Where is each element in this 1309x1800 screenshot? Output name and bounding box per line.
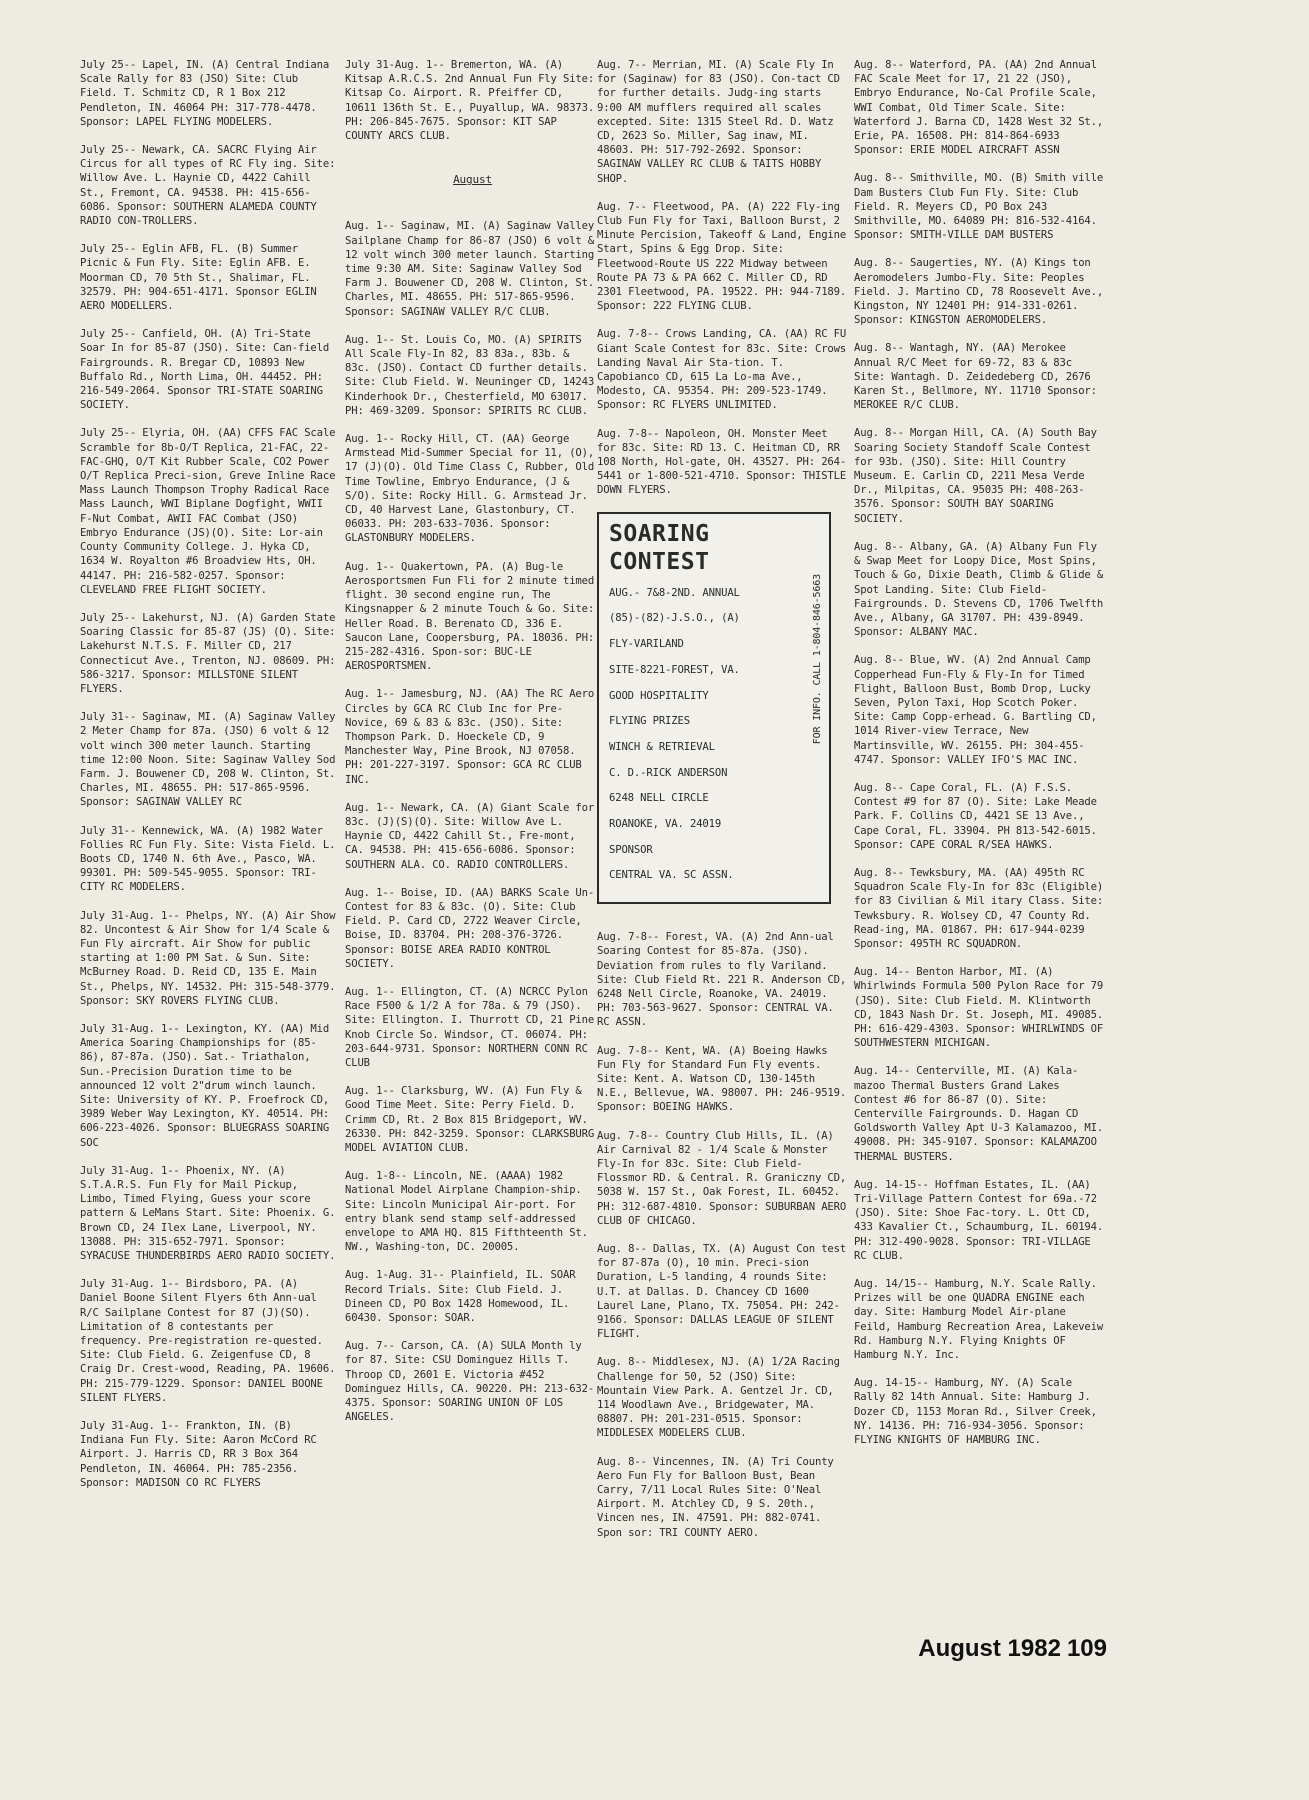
event-listing: Aug. 1-- Boise, ID. (AA) BARKS Scale Un-Contest for 83 & 83c. (O). Site: Club Field. P. Card CD, 2722 Weaver Circle, Boise, ID. 83704. PH: 208-376-3726. Sponsor: BOISE AREA RADIO KONTROL SOCIETY. (345, 886, 595, 970)
event-listing: Aug. 8-- Cape Coral, FL. (A) F.S.S. Contest #9 for 87 (O). Site: Lake Meade Park. F. Collins CD, 4421 SE 13 Ave., Cape Coral, FL. 33904. PH 813-542-6015. Sponsor: CAPE CORAL R/SEA HAWKS. (854, 781, 1097, 851)
event-listing: July 25-- Eglin AFB, FL. (B) Summer Picnic & Fun Fly. Site: Eglin AFB. E. Moorman CD, 70 5th St., Shalimar, FL. 32579. PH: 904-651-4171. Sponsor EGLIN AERO MODELLERS. (80, 243, 317, 313)
event-listing: Aug. 8-- Vincennes, IN. (A) Tri County Aero Fun Fly for Balloon Bust, Bean Carry, 7/11 Local Rules Site: O'Neal Airport. M. Atchley CD, 9 S. 20th., Vincen nes, IN. 47591. PH: 882-0741. Spon sor: TRI COUNTY AERO. (597, 1455, 834, 1539)
ad-line: WINCH & RETRIEVAL (609, 740, 715, 753)
ad-side-text: FOR INFO. CALL 1-804-846-5663 (811, 573, 823, 744)
ad-line: ROANOKE, VA. 24019 (609, 818, 722, 831)
event-listing: Aug. 1-- Jamesburg, NJ. (AA) The RC Aero Circles by GCA RC Club Inc for Pre-Novice, 69 & 83 & 83c. (JSO). Site: Thompson Park. D. Hoeckele CD, 9 Manchester Way, Pine Brook, NJ 07058. PH: 201-227-3197. Sponsor: GCA RC CLUB INC. (345, 688, 595, 786)
event-listing: July 31-- Saginaw, MI. (A) Saginaw Valley 2 Meter Champ for 87a. (JSO) 6 volt & 12 volt winch 300 meter launch. Starting time 12:00 Noon. Site: Saginaw Valley Sod Farm. J. Bouwener CD, 208 W. Clinton, St. Charles, MI. 48655. PH: 517-865-9596. Sponsor: SAGINAW VALLEY RC (80, 711, 336, 809)
ad-line: CENTRAL VA. SC ASSN. (609, 869, 734, 882)
event-listing: Aug. 7-8-- Napoleon, OH. Monster Meet for 83c. Site: RD 13. C. Heitman CD, RR 108 North, Hol-gate, OH. 43527. PH: 264-5441 or 1-800-521-4710. Sponsor: THISTLE DOWN FLYERS. (597, 427, 847, 497)
event-listing: Aug. 8-- Waterford, PA. (AA) 2nd Annual FAC Scale Meet for 17, 21 22 (JSO), Embryo Endurance, No-Cal Profile Scale, WWI Combat, Old Timer Scale. Site: Waterford J. Barna CD, 1428 West 32 St., Erie, PA. 16508. PH: 814-864-6933 Sponsor: ERIE MODEL AIRCRAFT ASSN (854, 59, 1104, 157)
soaring-contest-ad (597, 512, 831, 904)
event-listing: Aug. 8-- Dallas, TX. (A) August Con test for 87-87a (O), 10 min. Preci-sion Duration, L-5 landing, 4 rounds Site: U.T. at Dallas. D. Chancey CD 1600 Laurel Lane, Plano, TX. 75054. PH: 242-9166. Sponsor: DALLAS LEAGUE OF SILENT FLIGHT. (597, 1242, 847, 1341)
column-3 (597, 58, 852, 1554)
event-listing: Aug. 1-- St. Louis Co, MO. (A) SPIRITS All Scale Fly-In 82, 83 83a., 83b. & 83c. (JSO). Contact CD further details. Site: Club Field. W. Neuninger CD, 14243 Kinderhook Dr., Chesterfield, MO 63017. PH: 469-3209. Sponsor: SPIRITS RC CLUB. (345, 333, 595, 417)
event-listing: July 31-Aug. 1-- Birdsboro, PA. (A) Daniel Boone Silent Flyers 6th Ann-ual R/C Sailplane Contest for 87 (J)(SO). Limitation of 8 contestants per frequency. Pre-registration re-quested. Site: Club Field. G. Zeigenfuse CD, 8 Craig Dr. Crest-wood, Reading, PA. 19606. PH: 215-779-1229. Sponsor: DANIEL BOONE SILENT FLYERS. (80, 1278, 336, 1404)
event-listing: Aug. 8-- Tewksbury, MA. (AA) 495th RC Squadron Scale Fly-In for 83c (Eligible) for 83 Civilian & Mil itary Class. Site: Tewksbury. R. Wolsey CD, 47 County Rd. Read-ing, MA. 01867. PH: 617-944-0239 Sponsor: 495TH RC SQUADRON. (854, 866, 1104, 950)
event-listing: Aug. 1-Aug. 31-- Plainfield, IL. SOAR Record Trials. Site: Club Field. J. Dineen CD, PO Box 1428 Homewood, IL. 60430. Sponsor: SOAR. (345, 1269, 576, 1325)
event-listing: Aug. 8-- Smithville, MO. (B) Smith ville Dam Busters Club Fun Fly. Site: Club Field. R. Meyers CD, PO Box 243 Smithville, MO. 64089 PH: 816-532-4164. Sponsor: SMITH-VILLE DAM BUSTERS (854, 172, 1104, 242)
issue-date: August 1982 (918, 1635, 1061, 1662)
section-heading-august: August (453, 173, 492, 187)
event-listing: Aug. 8-- Blue, WV. (A) 2nd Annual Camp Copperhead Fun-Fly & Fly-In for Timed Flight, Balloon Bust, Bomb Drop, Lucky Seven, Pylon Taxi, Hop Scotch Poker. Site: Camp Copp-erhead. G. Bartling CD, 1014 River-view Terrace, New Martinsville, WV. 26155. PH: 304-455-4747. Sponsor: VALLEY IFO'S MAC INC. (854, 654, 1097, 766)
event-listing: July 31-Aug. 1-- Bremerton, WA. (A) Kitsap A.R.C.S. 2nd Annual Fun Fly Site: Kitsap Co. Airport. R. Pfeiffer CD, 10611 136th St. E., Puyallup, WA. 98373. PH: 206-845-7675. Sponsor: KIT SAP COUNTY ARCS CLUB. (345, 59, 595, 143)
event-listing: Aug. 1-- Clarksburg, WV. (A) Fun Fly & Good Time Meet. Site: Perry Field. D. Crimm CD, Rt. 2 Box 815 Bridgeport, WV. 26330. PH: 842-3259. Sponsor: CLARKSBURG MODEL AVIATION CLUB. (345, 1085, 595, 1154)
event-listing: Aug. 1-- Quakertown, PA. (A) Bug-le Aerosportsmen Fun Fli for 2 minute timed flight. 30 second engine run, The Kingsnapper & 2 minute Touch & Go. Site: Heller Road. B. Berenato CD, 336 E. Saucon Lane, Coopersburg, PA. 18036. PH: 215-282-4316. Spon-sor: BUC-LE AEROSPORTSMEN. (345, 560, 595, 673)
ad-line: SITE-8221-FOREST, VA. (609, 663, 740, 676)
event-listing: Aug. 14-- Centerville, MI. (A) Kala-mazoo Thermal Busters Grand Lakes Contest #6 for 86-87 (O). Site: Centerville Fairgrounds. D. Hagan CD Goldsworth Valley Apt U-3 Kalamazoo, MI. 49008. PH: 345-9107. Sponsor: KALAMAZOO THERMAL BUSTERS. (854, 1065, 1104, 1163)
ad-line: 6248 NELL CIRCLE (609, 792, 709, 805)
event-listing: Aug. 1-- Rocky Hill, CT. (AA) George Armstead Mid-Summer Special for 11, (O), 17 (J)(O). Old Time Class C, Rubber, Old Time Towline, Embryo Endurance, (J & S/O). Site: Rocky Hill. G. Armstead Jr. CD, 40 Harvest Lane, Glastonbury, CT. 06033. PH: 203-633-7036. Sponsor: GLASTONBURY MODELERS. (345, 433, 595, 545)
event-listing: Aug. 8-- Middlesex, NJ. (A) 1/2A Racing Challenge for 50, 52 (JSO) Site: Mountain View Park. A. Gentzel Jr. CD, 114 Woodlawn Ave., Bridgewater, MA. 08807. PH: 201-231-0515. Sponsor: MIDDLESEX MODELERS CLUB. (597, 1356, 840, 1440)
ad-line: FLYING PRIZES (609, 715, 690, 728)
event-listing: Aug. 14-15-- Hoffman Estates, IL. (AA) Tri-Village Pattern Contest for 69a.-72 (JSO). Site: Shoe Fac-tory. L. Ott CD, 433 Kavalier Ct., Schaumburg, IL. 60194. PH: 312-490-9028. Sponsor: TRI-VILLAGE RC CLUB. (854, 1178, 1104, 1262)
event-listing: Aug. 14-15-- Hamburg, NY. (A) Scale Rally 82 14th Annual. Site: Hamburg J. Dozer CD, 1153 Moran Rd., Silver Creek, NY. 14136. PH: 716-934-3056. Sponsor: FLYING KNIGHTS OF HAMBURG INC. (854, 1377, 1097, 1447)
column-3-entries-bottom (597, 930, 852, 1540)
event-listing: July 31-Aug. 1-- Phelps, NY. (A) Air Show 82. Uncontest & Air Show for 1/4 Scale & Fun Fly aircraft. Air Show for public starting at 1:00 PM Sat. & Sun. Site: McBurney Road. D. Reid CD, 135 E. Main St., Phelps, NY. 14532. PH: 315-548-3779. Sponsor: SKY ROVERS FLYING CLUB. (80, 909, 336, 1007)
event-listing: July 25-- Lakehurst, NJ. (A) Garden State Soaring Classic for 85-87 (JS) (O). Site: Lakehurst N.T.S. F. Miller CD, 217 Connecticut Ave., Trenton, NJ. 08609. PH: 586-3217. Sponsor: MILLSTONE SILENT FLYERS. (80, 611, 336, 695)
event-listing: Aug. 1-8-- Lincoln, NE. (AAAA) 1982 National Model Airplane Champion-ship. Site: Lincoln Municipal Air-port. For entry blank send stamp self-addressed envelope to AMA HQ. 815 Fifthteenth St. NW., Washing-ton, DC. 20005. (345, 1170, 588, 1254)
column-1 (80, 58, 340, 1504)
event-listing: Aug. 1-- Saginaw, MI. (A) Saginaw Valley Sailplane Champ for 86-87 (JSO) 6 volt & 12 volt winch 300 meter launch. Starting time 9:30 AM. Site: Saginaw Valley Sod Farm J. Bouwener CD, 208 W. Clinton, St. Charles, MI. 48655. PH: 517-865-9596. Sponsor: SAGINAW VALLEY R/C CLUB. (345, 220, 595, 318)
column-3-entries-top (597, 58, 852, 498)
event-listing: Aug. 7-8-- Forest, VA. (A) 2nd Ann-ual Soaring Contest for 85-87a. (JSO). Deviation from rules to fly Variland. Site: Club Field Rt. 221 R. Anderson CD, 6248 Nell Circle, Roanoke, VA. 24019. PH: 703-563-9627. Sponsor: CENTRAL VA. RC ASSN. (597, 931, 847, 1029)
event-listing: Aug. 8-- Albany, GA. (A) Albany Fun Fly & Swap Meet for Loopy Dice, Most Spins, Touch & Go, Dixie Death, Climb & Glide & Spot Landing. Site: Club Field-Fairgrounds. D. Stevens CD, 1706 Twelfth Ave., Albany, GA 31707. PH: 439-8949. Sponsor: ALBANY MAC. (854, 540, 1104, 639)
column-2-entries-bottom (345, 219, 600, 1424)
event-listing: July 25-- Lapel, IN. (A) Central Indiana Scale Rally for 83 (JSO) Site: Club Field. T. Schmitz CD, R 1 Box 212 Pendleton, IN. 46064 PH: 317-778-4478. Sponsor: LAPEL FLYING MODELERS. (80, 59, 330, 128)
page-number: 109 (1066, 1635, 1107, 1662)
event-listing: Aug. 1-- Newark, CA. (A) Giant Scale for 83c. (J)(S)(O). Site: Willow Ave L. Haynie CD, 4422 Cahill St., Fre-mont, CA. 94538. PH: 415-656-6086. Sponsor: SOUTHERN ALA. CO. RADIO CONTROLLERS. (345, 801, 595, 871)
event-listing: July 25-- Newark, CA. SACRC Flying Air Circus for all types of RC Fly ing. Site: Willow Ave. L. Haynie CD, 4422 Cahill St., Fremont, CA. 94538. PH: 415-656-6086. Sponsor: SOUTHERN ALAMEDA COUNTY RADIO CON-TROLLERS. (80, 144, 336, 228)
ad-line: AUG.- 7&8-2ND. ANNUAL (609, 586, 740, 599)
ad-line: GOOD HOSPITALITY (609, 689, 709, 702)
event-listing: July 31-Aug. 1-- Lexington, KY. (AA) Mid America Soaring Championships for (85-86), 87-87a. (JSO). Sat.- Triathalon, Sun.-Precision Duration time to be announced 12 volt 2"drum winch launch. Site: University of KY. P. Froefrock CD, 3989 Weber Way Lexington, KY. 40514. PH: 606-223-4026. Sponsor: BLUEGRASS SOARING SOC (80, 1022, 330, 1149)
ad-line: SPONSOR (609, 843, 653, 856)
event-listing: July 31-Aug. 1-- Phoenix, NY. (A) S.T.A.R.S. Fun Fly for Mail Pickup, Limbo, Timed Flying, Guess your score pattern & LeMans Start. Site: Phoenix. G. Brown CD, 24 Ilex Lane, Liverpool, NY. 13088. PH: 315-652-7971. Sponsor: SYRACUSE THUNDERBIRDS AERO RADIO SOCIETY. (80, 1164, 336, 1263)
event-listing: Aug. 8-- Wantagh, NY. (AA) Merokee Annual R/C Meet for 69-72, 83 & 83c Site: Wantagh. D. Zeidedeberg CD, 2676 Karen St., Bellmore, NY. 11710 Sponsor: MEROKEE R/C CLUB. (854, 342, 1097, 412)
ad-line: C. D.-RICK ANDERSON (609, 766, 728, 779)
page-footer (912, 1635, 1107, 1663)
column-4 (854, 58, 1109, 1461)
event-listing: July 25-- Elyria, OH. (AA) CFFS FAC Scale Scramble for 8b-O/T Replica, 21-FAC, 22-FAC-GHQ, O/T Kit Rubber Scale, CO2 Power O/T Replica Preci-sion, Greve Inline Race Mass Launch Thompson Trophy Radical Race Mass Launch, WWI Biplane Dogfight, WWII F-Nut Combat, AWII FAC Combat (JSO) Embryo Endurance (JS)(O). Site: Lor-ain County Community College. J. Hyka CD, 1634 W. Royalton #6 Broadview Hts, OH. 44147. PH: 216-582-0257. Sponsor: CLEVELAND FREE FLIGHT SOCIETY. (80, 427, 336, 596)
event-listing: Aug. 8-- Saugerties, NY. (A) Kings ton Aeromodelers Jumbo-Fly. Site: Peoples Field. J. Martino CD, 78 Roosevelt Ave., Kingston, NY 12401 PH: 914-331-0261. Sponsor: KINGSTON AEROMODELERS. (854, 257, 1104, 327)
event-listing: Aug. 7-- Carson, CA. (A) SULA Month ly for 87. Site: CSU Dominguez Hills T. Throop CD, 2601 E. Victoria #452 Dominguez Hills, CA. 90220. PH: 213-632-4375. Sponsor: SOARING UNION OF LOS ANGELES. (345, 1340, 595, 1424)
event-listing: Aug. 7-8-- Kent, WA. (A) Boeing Hawks Fun Fly for Standard Fun Fly events. Site: Kent. A. Watson CD, 130-145th N.E., Bellevue, WA. 98007. PH: 246-9519. Sponsor: BOEING HAWKS. (597, 1044, 847, 1114)
ad-lines (609, 586, 821, 883)
event-listing: Aug. 7-- Merrian, MI. (A) Scale Fly In for (Saginaw) for 83 (JSO). Con-tact CD for further details. Judg-ing starts 9:00 AM mufflers required all scales excepted. Site: 1315 Steel Rd. D. Watz CD, 2623 So. Miller, Sag inaw, MI. 48603. PH: 517-792-2692. Sponsor: SAGINAW VALLEY RC CLUB & TAITS HOBBY SHOP. (597, 59, 840, 185)
ad-line: FLY-VARILAND (609, 638, 684, 651)
event-listing: Aug. 7-- Fleetwood, PA. (A) 222 Fly-ing Club Fun Fly for Taxi, Balloon Burst, 2 Minute Percision, Takeoff & Land, Engine Start, Spins & Egg Drop. Site: Fleetwood-Route US 222 Midway between Route PA 73 & PA 662 C. Miller CD, RD 2301 Fleetwood, PA. 19522. PH: 944-7189. Sponsor: 222 FLYING CLUB. (597, 200, 847, 313)
ad-line: (85)-(82)-J.S.O., (A) (609, 612, 740, 625)
event-listing: Aug. 14-- Benton Harbor, MI. (A) Whirlwinds Formula 500 Pylon Race for 79 (JSO). Site: Club Field. M. Klintworth CD, 1843 Nash Dr. St. Joseph, MI. 49085. PH: 616-429-4303. Sponsor: WHIRLWINDS OF SOUTHWESTERN MICHIGAN. (854, 966, 1104, 1050)
column-2 (345, 58, 600, 1438)
event-listing: July 31-- Kennewick, WA. (A) 1982 Water Follies RC Fun Fly. Site: Vista Field. L. Boots CD, 1740 N. 6th Ave., Pasco, WA. 99301. PH: 509-545-9055. Sponsor: TRI-CITY RC MODELERS. (80, 824, 336, 894)
event-listing: Aug. 1-- Ellington, CT. (A) NCRCC Pylon Race F500 & 1/2 A for 78a. & 79 (JSO). Site: Ellington. I. Thurrott CD, 21 Pine Knob Circle So. Windsor, CT. 06074. PH: 203-644-9731. Sponsor: NORTHERN CONN RC CLUB (345, 985, 595, 1069)
event-listing: Aug. 8-- Morgan Hill, CA. (A) South Bay Soaring Society Standoff Scale Contest for 93b. (JSO). Site: Hill Country Museum. E. Carlin CD, 2211 Mesa Verde Dr., Milpitas, CA. 95035 PH: 408-263-3576. Sponsor: SOUTH BAY SOARING SOCIETY. (854, 427, 1097, 525)
event-listing: July 25-- Canfield, OH. (A) Tri-State Soar In for 85-87 (JSO). Site: Can-field Fairgrounds. R. Bregar CD, 10893 New Buffalo Rd., North Lima, OH. 44452. PH: 216-549-2064. Sponsor TRI-STATE SOARING SOCIETY. (80, 328, 330, 412)
ad-title: SOARING CONTEST (609, 520, 710, 575)
event-listing: Aug. 7-8-- Crows Landing, CA. (AA) RC FU Giant Scale Contest for 83c. Site: Crows Landing Naval Air Sta-tion. T. Capobianco CD, 615 La Lo-ma Ave., Modesto, CA. 95354. PH: 209-523-1749. Sponsor: RC FLYERS UNLIMITED. (597, 328, 847, 412)
column-2-entries-top (345, 58, 600, 143)
event-listing: Aug. 14/15-- Hamburg, N.Y. Scale Rally. Prizes will be one QUADRA ENGINE each day. Site: Hamburg Model Air-plane Feild, Hamburg Recreation Area, Lakeveiw Rd. Hamburg N.Y. Flying Knights OF Hamburg N.Y. Inc. (854, 1278, 1104, 1362)
event-listing: July 31-Aug. 1-- Frankton, IN. (B) Indiana Fun Fly. Site: Aaron McCord RC Airport. J. Harris CD, RR 3 Box 364 Pendleton, IN. 46064. PH: 785-2356. Sponsor: MADISON CO RC FLYERS (80, 1420, 317, 1489)
event-listing: Aug. 7-8-- Country Club Hills, IL. (A) Air Carnival 82 - 1/4 Scale & Monster Fly-In for 83c. Site: Club Field-Flossmor RD. & Central. R. Graniczny CD, 5038 W. 157 St., Oak Forest, IL. 60452. PH: 312-687-4810. Sponsor: SUBURBAN AERO CLUB OF CHICAGO. (597, 1129, 847, 1227)
